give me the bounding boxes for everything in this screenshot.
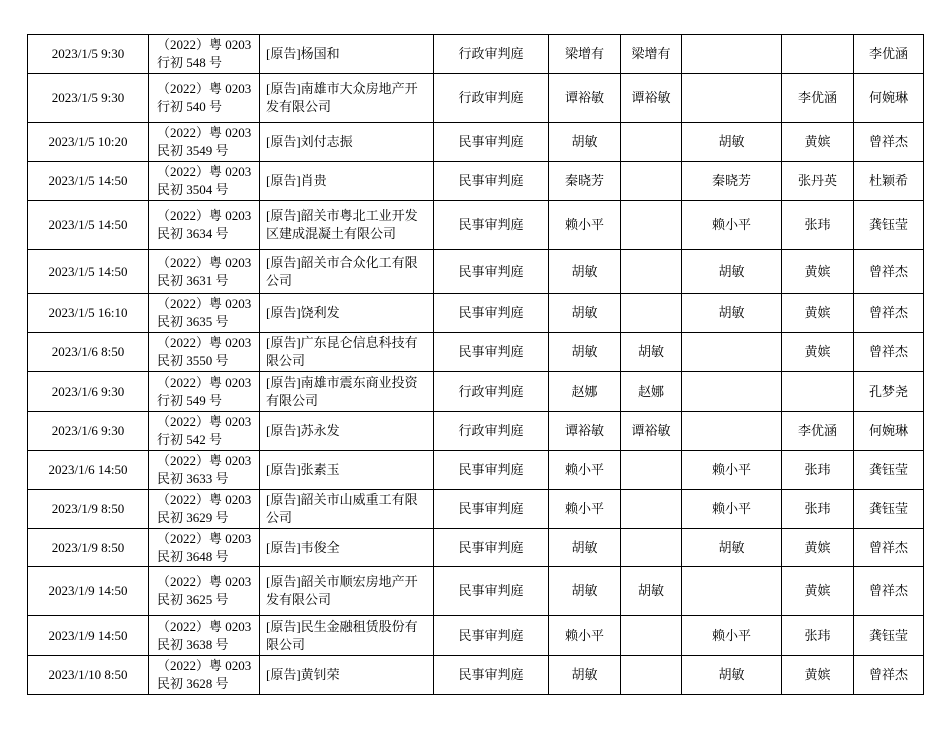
cell-datetime: 2023/1/9 14:50 <box>28 616 149 656</box>
cell-case-number: （2022）粤 0203 行初 548 号 <box>149 35 260 74</box>
cell-datetime: 2023/1/6 9:30 <box>28 372 149 412</box>
cell-datetime: 2023/1/5 14:50 <box>28 250 149 294</box>
cell-undertaker: 胡敏 <box>549 250 621 294</box>
cell-undertaker: 赖小平 <box>549 616 621 656</box>
cell-party: [原告]张素玉 <box>260 451 434 490</box>
cell-clerk: 杜颖希 <box>854 162 924 201</box>
cell-case-number: （2022）粤 0203 民初 3631 号 <box>149 250 260 294</box>
cell-party: [原告]韶关市山威重工有限公司 <box>260 490 434 529</box>
cell-case-number: （2022）粤 0203 民初 3549 号 <box>149 123 260 162</box>
cell-party: [原告]杨国和 <box>260 35 434 74</box>
cell-party: [原告]肖贵 <box>260 162 434 201</box>
cell-undertaker: 梁增有 <box>549 35 621 74</box>
cell-division: 行政审判庭 <box>434 372 549 412</box>
cell-juror: 张玮 <box>782 490 854 529</box>
cell-case-number: （2022）粤 0203 民初 3628 号 <box>149 656 260 695</box>
table-row <box>28 412 924 451</box>
cell-case-number: （2022）粤 0203 行初 542 号 <box>149 412 260 451</box>
cell-judge: 赖小平 <box>682 490 782 529</box>
cell-datetime: 2023/1/6 14:50 <box>28 451 149 490</box>
cell-judge <box>682 372 782 412</box>
cell-juror: 李优涵 <box>782 412 854 451</box>
cell-party: [原告]韶关市顺宏房地产开发有限公司 <box>260 567 434 616</box>
table-row <box>28 294 924 333</box>
table-row <box>28 616 924 656</box>
cell-juror <box>782 35 854 74</box>
cell-clerk: 龚钰莹 <box>854 201 924 250</box>
cell-presiding-judge: 梁增有 <box>621 35 682 74</box>
cell-juror: 黄嫔 <box>782 656 854 695</box>
cell-judge: 胡敏 <box>682 123 782 162</box>
cell-presiding-judge <box>621 294 682 333</box>
cell-presiding-judge: 谭裕敏 <box>621 74 682 123</box>
cell-datetime: 2023/1/5 9:30 <box>28 74 149 123</box>
cell-case-number: （2022）粤 0203 行初 549 号 <box>149 372 260 412</box>
cell-judge <box>682 412 782 451</box>
cell-undertaker: 赖小平 <box>549 201 621 250</box>
cell-presiding-judge <box>621 616 682 656</box>
cell-clerk: 曾祥杰 <box>854 529 924 567</box>
cell-undertaker: 胡敏 <box>549 294 621 333</box>
cell-clerk: 李优涵 <box>854 35 924 74</box>
cell-party: [原告]苏永发 <box>260 412 434 451</box>
cell-undertaker: 秦晓芳 <box>549 162 621 201</box>
cell-judge <box>682 567 782 616</box>
cell-division: 行政审判庭 <box>434 35 549 74</box>
cell-juror: 黄嫔 <box>782 250 854 294</box>
cell-division: 民事审判庭 <box>434 333 549 372</box>
cell-division: 民事审判庭 <box>434 294 549 333</box>
cell-undertaker: 胡敏 <box>549 123 621 162</box>
cell-division: 民事审判庭 <box>434 451 549 490</box>
cell-undertaker: 胡敏 <box>549 567 621 616</box>
cell-clerk: 曾祥杰 <box>854 567 924 616</box>
cell-case-number: （2022）粤 0203 民初 3625 号 <box>149 567 260 616</box>
cell-case-number: （2022）粤 0203 民初 3634 号 <box>149 201 260 250</box>
cell-case-number: （2022）粤 0203 民初 3629 号 <box>149 490 260 529</box>
cell-datetime: 2023/1/9 14:50 <box>28 567 149 616</box>
cell-party: [原告]韶关市合众化工有限公司 <box>260 250 434 294</box>
cell-party: [原告]黄钊荣 <box>260 656 434 695</box>
cell-case-number: （2022）粤 0203 民初 3504 号 <box>149 162 260 201</box>
cell-juror: 李优涵 <box>782 74 854 123</box>
cell-undertaker: 胡敏 <box>549 529 621 567</box>
cell-party: [原告]韶关市粤北工业开发区建成混凝土有限公司 <box>260 201 434 250</box>
cell-party: [原告]南雄市震东商业投资有限公司 <box>260 372 434 412</box>
cell-datetime: 2023/1/9 8:50 <box>28 529 149 567</box>
cell-presiding-judge <box>621 201 682 250</box>
cell-juror: 张丹英 <box>782 162 854 201</box>
cell-presiding-judge <box>621 162 682 201</box>
table-row <box>28 656 924 695</box>
cell-division: 行政审判庭 <box>434 412 549 451</box>
cell-presiding-judge: 赵娜 <box>621 372 682 412</box>
cell-judge: 胡敏 <box>682 294 782 333</box>
cell-presiding-judge <box>621 656 682 695</box>
cell-datetime: 2023/1/5 14:50 <box>28 201 149 250</box>
schedule-rows <box>28 35 924 695</box>
cell-clerk: 何婉琳 <box>854 74 924 123</box>
table-row <box>28 201 924 250</box>
cell-judge: 赖小平 <box>682 616 782 656</box>
cell-datetime: 2023/1/6 8:50 <box>28 333 149 372</box>
cell-clerk: 曾祥杰 <box>854 656 924 695</box>
cell-clerk: 何婉琳 <box>854 412 924 451</box>
table-row <box>28 35 924 74</box>
cell-presiding-judge: 胡敏 <box>621 567 682 616</box>
cell-undertaker: 赖小平 <box>549 451 621 490</box>
cell-division: 行政审判庭 <box>434 74 549 123</box>
cell-party: [原告]广东昆仑信息科技有限公司 <box>260 333 434 372</box>
cell-juror: 张玮 <box>782 451 854 490</box>
cell-judge: 赖小平 <box>682 201 782 250</box>
cell-clerk: 龚钰莹 <box>854 616 924 656</box>
cell-presiding-judge: 谭裕敏 <box>621 412 682 451</box>
cell-presiding-judge: 胡敏 <box>621 333 682 372</box>
cell-clerk: 曾祥杰 <box>854 294 924 333</box>
cell-undertaker: 胡敏 <box>549 333 621 372</box>
cell-party: [原告]韦俊全 <box>260 529 434 567</box>
cell-case-number: （2022）粤 0203 民初 3635 号 <box>149 294 260 333</box>
cell-clerk: 曾祥杰 <box>854 123 924 162</box>
cell-clerk: 龚钰莹 <box>854 451 924 490</box>
table-row <box>28 123 924 162</box>
table-row <box>28 567 924 616</box>
cell-party: [原告]南雄市大众房地产开发有限公司 <box>260 74 434 123</box>
table-row <box>28 250 924 294</box>
cell-judge: 胡敏 <box>682 250 782 294</box>
cell-clerk: 龚钰莹 <box>854 490 924 529</box>
cell-undertaker: 谭裕敏 <box>549 412 621 451</box>
table-row <box>28 333 924 372</box>
cell-division: 民事审判庭 <box>434 529 549 567</box>
cell-division: 民事审判庭 <box>434 567 549 616</box>
cell-juror <box>782 372 854 412</box>
cell-division: 民事审判庭 <box>434 162 549 201</box>
cell-undertaker: 胡敏 <box>549 656 621 695</box>
cell-undertaker: 谭裕敏 <box>549 74 621 123</box>
cell-juror: 张玮 <box>782 201 854 250</box>
cell-party: [原告]饶利发 <box>260 294 434 333</box>
table-row <box>28 162 924 201</box>
cell-case-number: （2022）粤 0203 民初 3648 号 <box>149 529 260 567</box>
cell-division: 民事审判庭 <box>434 123 549 162</box>
cell-datetime: 2023/1/6 9:30 <box>28 412 149 451</box>
cell-presiding-judge <box>621 490 682 529</box>
cell-clerk: 曾祥杰 <box>854 333 924 372</box>
table-row <box>28 372 924 412</box>
cell-juror: 张玮 <box>782 616 854 656</box>
cell-presiding-judge <box>621 123 682 162</box>
cell-juror: 黄嫔 <box>782 123 854 162</box>
cell-party: [原告]民生金融租赁股份有限公司 <box>260 616 434 656</box>
cell-datetime: 2023/1/5 9:30 <box>28 35 149 74</box>
hearing-schedule-table <box>27 34 924 695</box>
table-row <box>28 451 924 490</box>
cell-juror: 黄嫔 <box>782 294 854 333</box>
table-row <box>28 529 924 567</box>
cell-juror: 黄嫔 <box>782 333 854 372</box>
cell-undertaker: 赖小平 <box>549 490 621 529</box>
cell-judge <box>682 35 782 74</box>
cell-undertaker: 赵娜 <box>549 372 621 412</box>
table-row <box>28 490 924 529</box>
table-row <box>28 74 924 123</box>
cell-judge: 赖小平 <box>682 451 782 490</box>
cell-judge: 秦晓芳 <box>682 162 782 201</box>
cell-juror: 黄嫔 <box>782 567 854 616</box>
cell-case-number: （2022）粤 0203 民初 3550 号 <box>149 333 260 372</box>
cell-datetime: 2023/1/5 16:10 <box>28 294 149 333</box>
cell-case-number: （2022）粤 0203 行初 540 号 <box>149 74 260 123</box>
cell-division: 民事审判庭 <box>434 616 549 656</box>
cell-party: [原告]刘付志振 <box>260 123 434 162</box>
cell-division: 民事审判庭 <box>434 490 549 529</box>
cell-datetime: 2023/1/5 10:20 <box>28 123 149 162</box>
cell-clerk: 曾祥杰 <box>854 250 924 294</box>
cell-datetime: 2023/1/9 8:50 <box>28 490 149 529</box>
cell-juror: 黄嫔 <box>782 529 854 567</box>
cell-judge: 胡敏 <box>682 529 782 567</box>
cell-presiding-judge <box>621 451 682 490</box>
cell-datetime: 2023/1/10 8:50 <box>28 656 149 695</box>
cell-division: 民事审判庭 <box>434 201 549 250</box>
cell-presiding-judge <box>621 250 682 294</box>
cell-division: 民事审判庭 <box>434 250 549 294</box>
cell-judge <box>682 333 782 372</box>
cell-case-number: （2022）粤 0203 民初 3638 号 <box>149 616 260 656</box>
cell-judge <box>682 74 782 123</box>
cell-case-number: （2022）粤 0203 民初 3633 号 <box>149 451 260 490</box>
cell-judge: 胡敏 <box>682 656 782 695</box>
cell-datetime: 2023/1/5 14:50 <box>28 162 149 201</box>
cell-division: 民事审判庭 <box>434 656 549 695</box>
cell-clerk: 孔梦尧 <box>854 372 924 412</box>
cell-presiding-judge <box>621 529 682 567</box>
